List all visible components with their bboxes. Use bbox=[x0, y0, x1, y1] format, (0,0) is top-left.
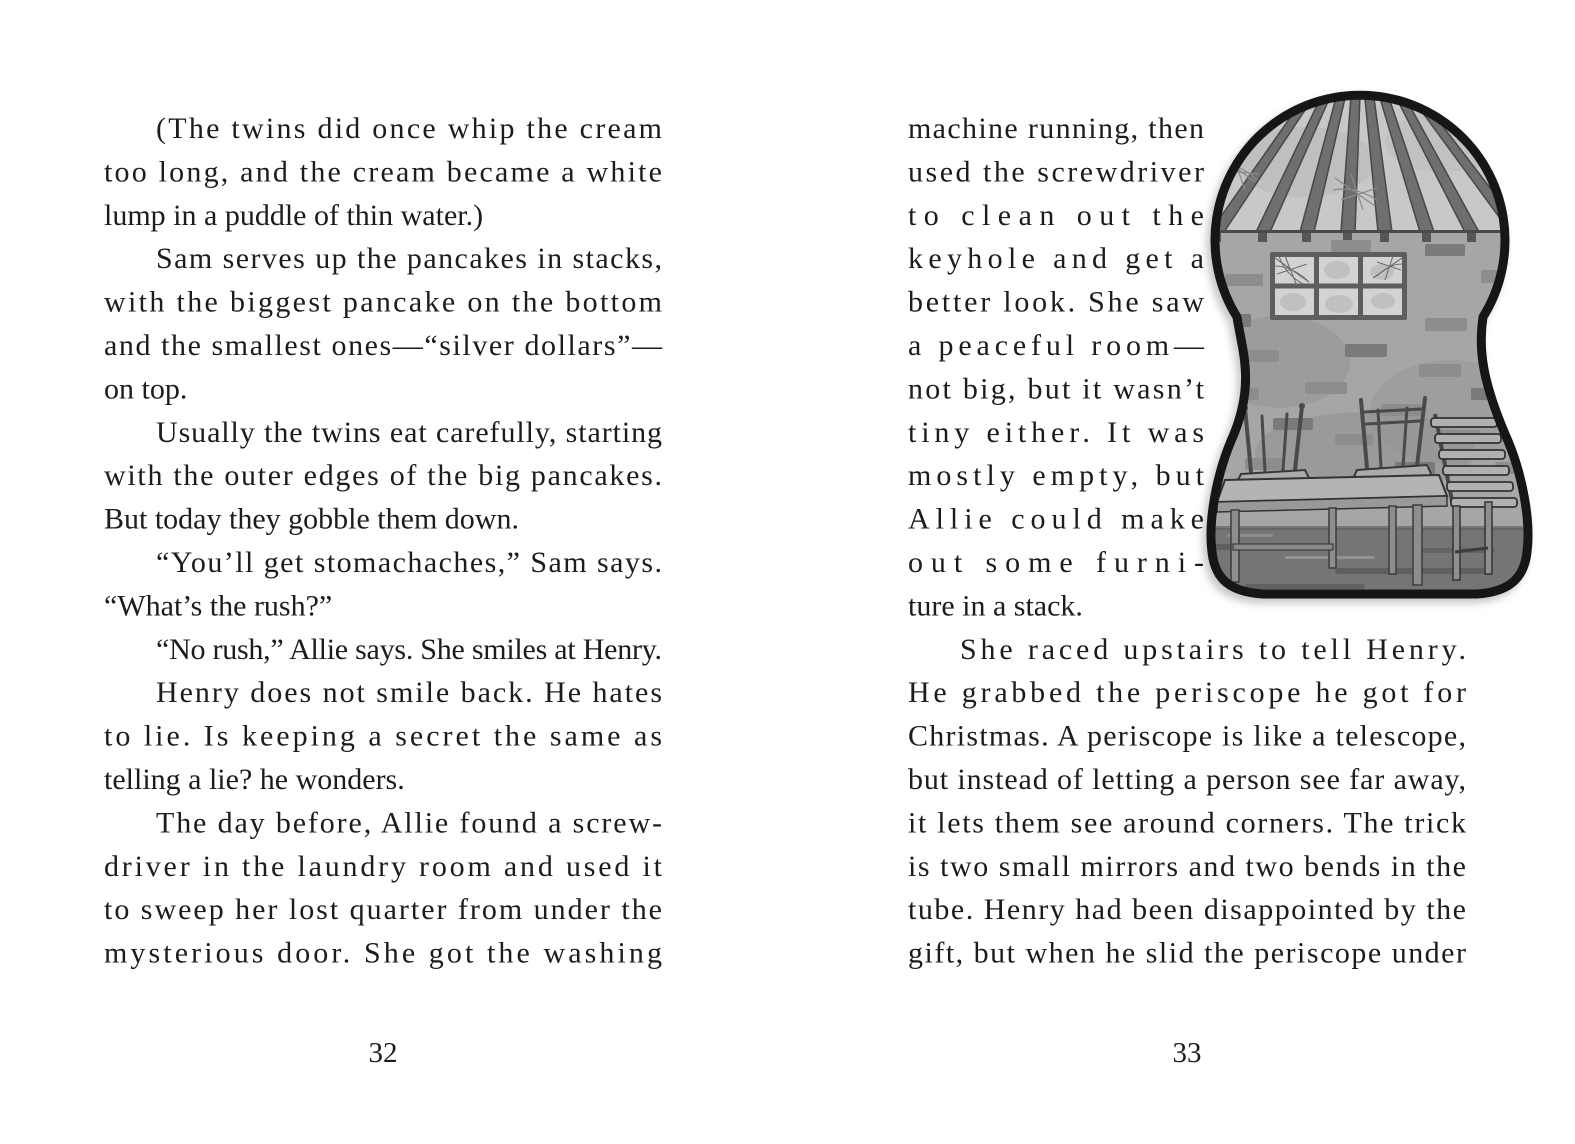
text-line: tube. Henry had been disappointed by the bbox=[908, 893, 1466, 927]
keyhole-illustration bbox=[1185, 74, 1555, 612]
text-line: She raced upstairs to tell Henry. bbox=[960, 632, 1466, 666]
text-line: is two small mirrors and two bends in the bbox=[908, 849, 1466, 883]
text-line: used the screwdriver bbox=[908, 155, 1204, 189]
text-line: too long, and the cream became a white bbox=[104, 155, 662, 189]
text-line: (The twins did once whip the cream bbox=[156, 112, 662, 145]
text-line: He grabbed the periscope he got for bbox=[908, 676, 1466, 710]
text-line: to sweep her lost quarter from under the bbox=[104, 893, 662, 927]
text-line: to clean out the bbox=[908, 198, 1204, 232]
text-line: But today they gobble them down. bbox=[104, 502, 519, 536]
text-line: it lets them see around corners. The trick bbox=[908, 806, 1466, 840]
text-line: a peaceful room— bbox=[908, 329, 1204, 362]
text-line: Henry does not smile back. He hates bbox=[156, 676, 662, 710]
left-page bbox=[104, 112, 663, 1069]
text-line: and the smallest ones—“silver dollars”— bbox=[104, 329, 662, 362]
table-stretcher bbox=[1233, 544, 1333, 550]
text-line: Sam serves up the pancakes in stacks, bbox=[156, 242, 662, 276]
text-line: Christmas. A periscope is like a telescope, bbox=[908, 719, 1466, 753]
text-line: mostly empty, but bbox=[908, 459, 1204, 493]
wall-shading bbox=[1210, 316, 1350, 408]
text-line: with the outer edges of the big pancakes. bbox=[104, 459, 662, 493]
page-number-left: 32 bbox=[368, 1037, 398, 1069]
text-line: Usually the twins eat carefully, starting bbox=[156, 415, 662, 449]
text-line: The day before, Allie found a screw- bbox=[156, 806, 662, 840]
text-line: to lie. Is keeping a secret the same as bbox=[104, 719, 663, 753]
text-line: better look. She saw bbox=[908, 285, 1204, 319]
text-line: driver in the laundry room and used it bbox=[104, 849, 662, 883]
text-line: with the biggest pancake on the bottom bbox=[104, 285, 662, 319]
text-line: keyhole and get a bbox=[908, 242, 1204, 276]
text-line: tiny either. It was bbox=[908, 415, 1204, 449]
text-line: but instead of letting a person see far away, bbox=[908, 763, 1466, 796]
text-line: “What’s the rush?” bbox=[104, 589, 333, 623]
text-line: gift, but when he slid the periscope under bbox=[908, 936, 1466, 970]
text-line: “No rush,” Allie says. She smiles at Henry. bbox=[156, 632, 662, 666]
text-line: “You’ll get stomachaches,” Sam says. bbox=[156, 546, 662, 579]
text-line: Allie could make bbox=[908, 502, 1204, 536]
text-line: out some furni- bbox=[908, 546, 1204, 579]
text-line: mysterious door. She got the washing bbox=[104, 936, 662, 970]
text-line: ture in a stack. bbox=[908, 589, 1083, 623]
page-number-right: 33 bbox=[1172, 1037, 1202, 1069]
text-line: not big, but it wasn’t bbox=[908, 372, 1204, 406]
text-line: on top. bbox=[104, 372, 188, 406]
text-line: lump in a puddle of thin water.) bbox=[104, 198, 484, 232]
text-line: telling a lie? he wonders. bbox=[104, 763, 405, 796]
wall-plate-line bbox=[1185, 230, 1555, 233]
floor bbox=[1185, 526, 1555, 612]
window bbox=[1270, 252, 1407, 320]
text-line: machine running, then bbox=[908, 112, 1204, 145]
